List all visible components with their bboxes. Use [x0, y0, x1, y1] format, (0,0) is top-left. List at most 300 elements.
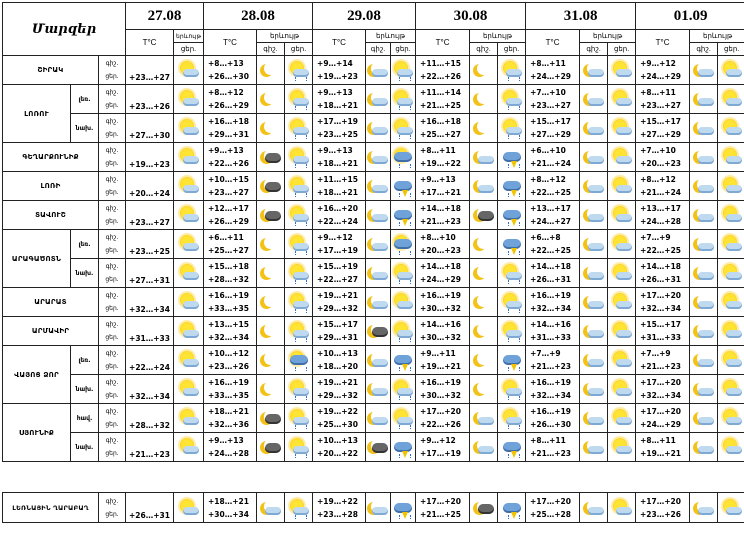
temperature-pair	[416, 433, 470, 462]
night-temp: +9…+12	[317, 233, 353, 242]
day-header: ցեր.	[174, 43, 204, 56]
moon-icon	[473, 291, 495, 313]
moon-cloud-icon	[693, 175, 715, 197]
night-weather	[366, 143, 391, 172]
day-temp: +26…+30	[208, 72, 249, 81]
sun-cloud-icon	[178, 146, 200, 168]
day0-temp: +23…+27	[126, 201, 174, 230]
night-weather	[580, 493, 608, 523]
night-weather	[690, 493, 718, 523]
table-row	[3, 404, 744, 433]
temperature-pair	[416, 230, 470, 259]
night-weather	[580, 85, 608, 114]
day-temp: +21…+24	[530, 159, 572, 168]
temperature-pair	[313, 85, 366, 114]
moon-cloud-icon	[473, 175, 495, 197]
day-weather	[498, 56, 526, 85]
moon-cloud-icon	[583, 59, 605, 81]
sun-cloud-icon	[721, 349, 743, 371]
night-weather	[690, 172, 718, 201]
sun-cloud-icon	[178, 378, 200, 400]
sun-rain-icon	[288, 117, 310, 139]
day0-temp: +32…+34	[126, 375, 174, 404]
dark-cloud-icon	[260, 407, 282, 429]
moon-icon	[260, 349, 282, 371]
day0-temp: +21…+23	[126, 433, 174, 462]
day-temp: +23…+25	[317, 130, 358, 139]
night-weather	[690, 259, 718, 288]
temperature-pair	[636, 114, 690, 143]
day-weather	[285, 201, 313, 230]
temperature-pair	[204, 201, 257, 230]
temperature-pair	[526, 143, 580, 172]
temperature-pair	[313, 404, 366, 433]
day-weather	[608, 56, 636, 85]
sun-cloud-icon	[611, 59, 633, 81]
day-temp: +23…+28	[317, 509, 358, 519]
day-weather	[718, 493, 744, 523]
night-temp: +7…+9	[530, 349, 561, 358]
moon-cloud-icon	[367, 378, 389, 400]
weather-header: երևույթ	[257, 30, 313, 43]
night-weather	[690, 56, 718, 85]
moon-cloud-icon	[367, 349, 389, 371]
table-row	[3, 143, 744, 172]
day-label: ցեր.	[105, 247, 119, 254]
day0-weather	[174, 143, 204, 172]
moon-cloud-icon	[367, 204, 389, 226]
temperature-pair	[526, 201, 580, 230]
day0-weather	[174, 259, 204, 288]
night-header: գիշ.	[470, 43, 498, 56]
night-temp: +10…+13	[317, 349, 358, 358]
day-weather	[391, 346, 416, 375]
night-header: գիշ.	[257, 43, 285, 56]
day-weather	[608, 201, 636, 230]
weather-header: երևույթ	[690, 30, 744, 43]
night-temp: +15…+17	[317, 320, 358, 329]
table-row	[3, 56, 744, 85]
day-temp: +18…+20	[317, 362, 358, 371]
moon-icon	[473, 320, 495, 342]
moon-icon	[473, 59, 495, 81]
day-temp: +29…+32	[317, 391, 358, 400]
moon-cloud-icon	[583, 204, 605, 226]
time-of-day-labels	[99, 172, 126, 201]
night-weather	[257, 404, 285, 433]
day-weather	[608, 433, 636, 462]
moon-cloud-icon	[693, 59, 715, 81]
moon-cloud-icon	[473, 146, 495, 168]
night-temp: +17…+20	[640, 378, 682, 387]
day-weather	[285, 317, 313, 346]
day-temp: +32…+34	[530, 304, 572, 313]
moon-cloud-icon	[583, 291, 605, 313]
time-of-day-labels	[99, 143, 126, 172]
day0-temp: +26…+31	[126, 493, 174, 523]
day-weather	[718, 172, 744, 201]
sun-cloud-icon	[178, 88, 200, 110]
day0-temp: +20…+24	[126, 172, 174, 201]
night-weather	[580, 404, 608, 433]
day-temp: +17…+21	[420, 188, 461, 197]
day0-weather	[174, 493, 204, 523]
sun-cloud-icon	[611, 497, 633, 519]
time-of-day-labels	[99, 230, 126, 259]
temperature-pair	[636, 259, 690, 288]
table-row	[3, 201, 744, 230]
day0-weather	[174, 201, 204, 230]
temperature-pair	[313, 346, 366, 375]
temperature-pair	[526, 433, 580, 462]
day0-temp: +27…+30	[126, 114, 174, 143]
night-weather	[690, 288, 718, 317]
sun-rain-icon	[392, 407, 414, 429]
dark-cloud-icon	[473, 497, 495, 519]
day-temp: +33…+35	[208, 391, 249, 400]
night-weather	[366, 493, 391, 523]
moon-icon	[473, 378, 495, 400]
moon-cloud-icon	[583, 378, 605, 400]
night-temp: +9…+14	[317, 59, 353, 68]
night-label: գիշ.	[105, 147, 119, 154]
day-temp: +21…+23	[530, 362, 572, 371]
temperature-pair	[416, 143, 470, 172]
temperature-pair	[416, 375, 470, 404]
table-row	[3, 375, 744, 404]
thunder-icon	[392, 204, 414, 226]
night-weather	[257, 172, 285, 201]
sun-cloud-icon	[178, 117, 200, 139]
day-weather	[718, 433, 744, 462]
day-weather	[391, 114, 416, 143]
temperature-pair	[526, 288, 580, 317]
rain-cloud-icon	[288, 349, 310, 371]
sun-cloud-icon	[611, 204, 633, 226]
date-header: 30.08	[416, 3, 526, 30]
moon-icon	[260, 233, 282, 255]
day0-weather	[174, 230, 204, 259]
night-temp: +9…+13	[317, 88, 353, 97]
night-header: գիշ.	[690, 43, 718, 56]
thunder-icon	[501, 233, 523, 255]
moon-cloud-icon	[583, 349, 605, 371]
day-temp: +26…+31	[640, 275, 682, 284]
day-weather	[608, 375, 636, 404]
temperature-pair	[526, 230, 580, 259]
temperature-pair	[636, 85, 690, 114]
sun-rain-icon	[501, 320, 523, 342]
temperature-pair	[204, 493, 257, 523]
night-weather	[366, 433, 391, 462]
day0-weather	[174, 85, 204, 114]
night-temp: +17…+20	[640, 407, 682, 416]
moon-cloud-icon	[693, 407, 715, 429]
sun-cloud-icon	[721, 59, 743, 81]
moon-cloud-icon	[693, 320, 715, 342]
moon-cloud-icon	[583, 320, 605, 342]
day-label: ցեր.	[105, 392, 119, 399]
day-weather	[718, 346, 744, 375]
moon-icon	[473, 117, 495, 139]
dark-cloud-icon	[260, 175, 282, 197]
day-weather	[608, 404, 636, 433]
day-temp: +22…+27	[317, 275, 358, 284]
moon-icon	[260, 291, 282, 313]
moon-icon	[473, 349, 495, 371]
moon-cloud-icon	[693, 291, 715, 313]
time-of-day-labels	[99, 201, 126, 230]
night-label: գիշ.	[105, 205, 119, 212]
time-of-day-labels	[99, 375, 126, 404]
sun-cloud-icon	[721, 146, 743, 168]
night-temp: +10…+15	[208, 175, 249, 184]
day-weather	[391, 143, 416, 172]
night-weather	[470, 317, 498, 346]
day-temp: +24…+28	[208, 449, 249, 458]
night-weather	[366, 288, 391, 317]
sun-cloud-icon	[721, 497, 743, 519]
weather-header: երևույթ	[366, 30, 416, 43]
night-temp: +9…+13	[208, 436, 244, 445]
moon-cloud-icon	[583, 407, 605, 429]
day-label: ցեր.	[105, 189, 119, 196]
night-label: գիշ.	[105, 437, 119, 444]
day-weather	[391, 433, 416, 462]
night-temp: +6…+10	[530, 146, 566, 155]
day-temp: +30…+32	[420, 333, 461, 342]
night-temp: +8…+10	[420, 233, 456, 242]
night-label: գիշ.	[105, 60, 119, 67]
day-temp: +21…+25	[420, 509, 461, 519]
night-weather	[470, 404, 498, 433]
night-temp: +7…+10	[530, 88, 566, 97]
temperature-pair	[636, 404, 690, 433]
night-temp: +7…+9	[640, 349, 671, 358]
temperature-pair	[204, 259, 257, 288]
night-temp: +19…+22	[317, 407, 358, 416]
time-of-day-labels	[99, 317, 126, 346]
night-temp: +17…+20	[420, 496, 461, 506]
table-row	[3, 230, 744, 259]
day-label: ցեր.	[105, 218, 119, 225]
night-weather	[366, 201, 391, 230]
sun-rain-icon	[392, 59, 414, 81]
sun-cloud-icon	[721, 262, 743, 284]
day-weather	[391, 201, 416, 230]
sun-cloud-icon	[611, 146, 633, 168]
day-temp: +24…+29	[640, 420, 682, 429]
moon-cloud-icon	[473, 436, 495, 458]
day-temp: +26…+31	[530, 275, 572, 284]
subregion-label: նախ.	[71, 259, 99, 288]
night-weather	[366, 85, 391, 114]
night-header: գիշ.	[366, 43, 391, 56]
night-temp: +16…+19	[530, 291, 572, 300]
moon-cloud-icon	[583, 436, 605, 458]
night-weather	[257, 85, 285, 114]
night-temp: +8…+11	[640, 88, 676, 97]
table-row	[3, 493, 744, 523]
night-temp: +16…+19	[208, 378, 249, 387]
night-weather	[257, 493, 285, 523]
night-temp: +16…+18	[208, 117, 249, 126]
night-weather	[690, 346, 718, 375]
day-temp: +32…+34	[640, 391, 682, 400]
day-temp: +33…+35	[208, 304, 249, 313]
day-weather	[285, 259, 313, 288]
sun-cloud-icon	[721, 204, 743, 226]
night-temp: +8…+11	[530, 59, 566, 68]
day0-temp: +31…+33	[126, 317, 174, 346]
sun-cloud-icon	[721, 233, 743, 255]
moon-cloud-icon	[583, 497, 605, 519]
thunder-icon	[392, 497, 414, 519]
dark-cloud-icon	[473, 204, 495, 226]
day-label: ցեր.	[105, 363, 119, 370]
temperature-pair	[636, 143, 690, 172]
night-temp: +16…+19	[208, 291, 249, 300]
night-weather	[257, 375, 285, 404]
night-weather	[580, 288, 608, 317]
night-weather	[257, 433, 285, 462]
night-label: գիշ.	[105, 408, 119, 415]
sun-cloud-icon	[611, 117, 633, 139]
day0-temp: +28…+32	[126, 404, 174, 433]
night-temp: +6…+11	[208, 233, 244, 242]
night-temp: +17…+20	[640, 496, 681, 506]
moon-cloud-icon	[693, 146, 715, 168]
day0-weather	[174, 346, 204, 375]
sun-rain-icon	[501, 407, 523, 429]
temp-header: T°C	[526, 30, 580, 56]
day-weather	[498, 259, 526, 288]
time-of-day-labels	[99, 259, 126, 288]
temperature-pair	[313, 143, 366, 172]
sun-rain-icon	[501, 378, 523, 400]
thunder-icon	[392, 175, 414, 197]
night-label: գիշ.	[105, 176, 119, 183]
sun-cloud-icon	[611, 349, 633, 371]
temperature-pair	[636, 433, 690, 462]
temperature-pair	[204, 230, 257, 259]
night-weather	[257, 201, 285, 230]
night-weather	[690, 433, 718, 462]
moon-cloud-icon	[583, 262, 605, 284]
moon-icon	[260, 320, 282, 342]
temperature-pair	[526, 375, 580, 404]
night-weather	[366, 317, 391, 346]
day-temp: +22…+25	[530, 188, 572, 197]
thunder-icon	[501, 436, 523, 458]
temperature-pair	[636, 201, 690, 230]
day-temp: +18…+21	[317, 159, 358, 168]
night-weather	[580, 259, 608, 288]
day-weather	[608, 143, 636, 172]
night-weather	[690, 375, 718, 404]
temperature-pair	[636, 375, 690, 404]
day-temp: +23…+27	[640, 101, 682, 110]
temp-header: T°C	[636, 30, 690, 56]
day-temp: +32…+36	[208, 420, 249, 429]
night-label: գիշ.	[105, 234, 119, 241]
day-label: ցեր.	[105, 450, 119, 457]
sun-rain-icon	[288, 291, 310, 313]
moon-cloud-icon	[260, 497, 282, 519]
temperature-pair	[313, 114, 366, 143]
sun-rain-icon	[501, 88, 523, 110]
day0-temp: +27…+31	[126, 259, 174, 288]
day-label: ցեր.	[105, 73, 119, 80]
temperature-pair	[526, 317, 580, 346]
temperature-pair	[204, 56, 257, 85]
night-weather	[690, 143, 718, 172]
day-weather	[391, 259, 416, 288]
sun-cloud-icon	[611, 378, 633, 400]
table-row	[3, 346, 744, 375]
table-row	[3, 172, 744, 201]
day-temp: +18…+21	[317, 101, 358, 110]
night-temp: +16…+19	[530, 407, 572, 416]
day-weather	[498, 317, 526, 346]
sun-cloud-icon	[178, 407, 200, 429]
day-temp: +27…+29	[640, 130, 682, 139]
sun-rain-icon	[288, 407, 310, 429]
moon-cloud-icon	[693, 349, 715, 371]
night-weather	[580, 230, 608, 259]
night-label: գիշ.	[105, 379, 119, 386]
night-weather	[257, 143, 285, 172]
night-temp: +17…+19	[317, 117, 358, 126]
night-header: գիշ.	[580, 43, 608, 56]
night-temp: +18…+21	[208, 407, 249, 416]
temp-header: T°C	[416, 30, 470, 56]
night-temp: +14…+16	[530, 320, 572, 329]
day-weather	[718, 259, 744, 288]
temperature-pair	[526, 56, 580, 85]
temperature-pair	[313, 317, 366, 346]
day-temp: +21…+23	[530, 449, 572, 458]
night-temp: +9…+13	[317, 146, 353, 155]
night-weather	[690, 404, 718, 433]
day-weather	[285, 288, 313, 317]
day-temp: +22…+24	[317, 217, 358, 226]
night-temp: +8…+12	[530, 175, 566, 184]
night-temp: +7…+9	[640, 233, 671, 242]
night-temp: +11…+14	[420, 88, 461, 97]
night-weather	[366, 404, 391, 433]
day-weather	[608, 259, 636, 288]
night-temp: +11…+15	[317, 175, 358, 184]
night-weather	[257, 230, 285, 259]
night-temp: +15…+18	[208, 262, 249, 271]
night-weather	[580, 114, 608, 143]
day-weather	[498, 404, 526, 433]
sun-cloud-icon	[611, 436, 633, 458]
night-weather	[366, 346, 391, 375]
night-label: գիշ.	[105, 118, 119, 125]
weather-header: երևույթ	[580, 30, 636, 43]
moon-cloud-icon	[367, 233, 389, 255]
region-name: ԼՈՌՈՒ	[3, 85, 71, 143]
moon-cloud-icon	[583, 233, 605, 255]
moon-cloud-icon	[693, 436, 715, 458]
day-temp: +29…+32	[317, 304, 358, 313]
temperature-pair	[416, 85, 470, 114]
day-weather	[285, 56, 313, 85]
day-temp: +20…+23	[420, 246, 461, 255]
night-weather	[580, 346, 608, 375]
